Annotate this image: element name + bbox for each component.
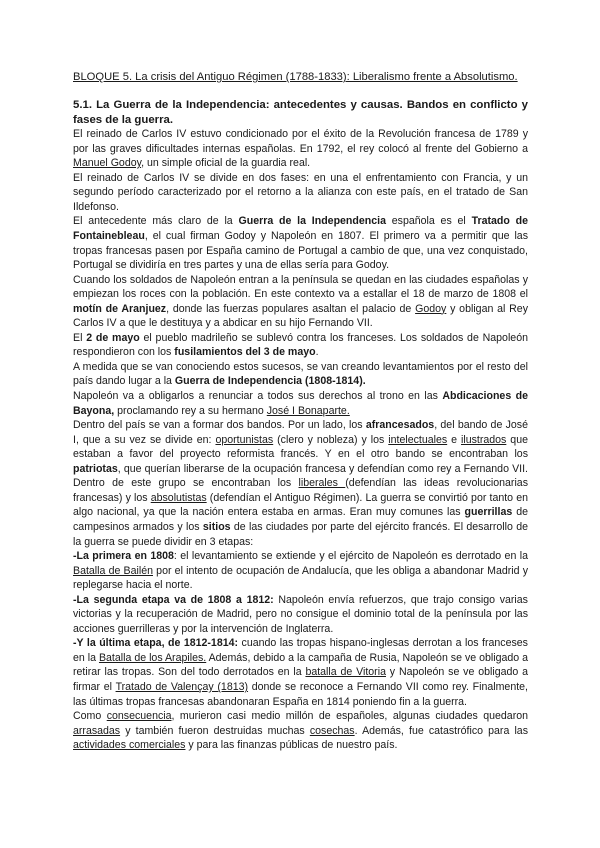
bold-term: motín de Aranjuez xyxy=(73,302,167,315)
text-run: proclamando rey a su hermano xyxy=(114,404,267,417)
text-run: El xyxy=(73,331,87,344)
section-heading: 5.1. La Guerra de la Independencia: antecedentes y causas. Bandos en conflicto y fases de la guerra. xyxy=(73,99,528,126)
text-run: Como xyxy=(73,710,107,723)
text-run: El reinado de Carlos IV estuvo condicionado por el éxito de la Revolución francesa de 1789 y por las graves dificultades internas españolas. En 1792, el rey colocó al frente del Gobierno a xyxy=(73,128,528,155)
underlined-term: Tratado de Valençay (1813) xyxy=(115,680,249,693)
underlined-term: Godoy xyxy=(415,302,447,315)
text-run: que estaban a favor del proyecto reformista francés. Y en el otro bando se encontraban los xyxy=(73,433,528,461)
text-run: . xyxy=(315,346,319,359)
bold-term: Guerra de la Independencia xyxy=(238,215,386,228)
bold-term: Guerra de Independencia (1808-1814). xyxy=(174,375,366,388)
bold-term: patriotas xyxy=(73,462,118,475)
text-run: cuando las tropas hispano-inglesas derrotan a los franceses en la xyxy=(73,637,528,664)
text-run: e xyxy=(447,433,461,446)
text-run: Napoleón envía refuerzos, que trajo consigo varias victorias y la recuperación de Madrid, pero no consigue el dominio total de la península por las acciones guerrilleras y por la intervención de Inglaterra. xyxy=(73,593,528,635)
text-run: (clero y nobleza) y los xyxy=(273,433,389,446)
bold-term: Tratado de Fontainebleau xyxy=(73,215,528,243)
underlined-term: arrasadas xyxy=(73,724,121,737)
text-run: Cuando los soldados de Napoleón entran a la península se quedan en las ciudades españolas y empiezan los roces con la población. En este contexto va a estallar el 18 de marzo de 1808 el xyxy=(73,273,528,301)
text-run: el pueblo madrileño se sublevó contra los franceses. Los soldados de Napoleón respondieron con los xyxy=(73,331,528,359)
underlined-term: Batalla de los Arapiles. xyxy=(98,651,207,664)
underlined-term: absolutistas xyxy=(150,491,207,504)
text-run: y obligan al Rey Carlos IV a que le destituya y a abdicar en su hijo Fernando VII. xyxy=(73,302,528,330)
underlined-term: ilustrados xyxy=(461,433,507,446)
underlined-term: intelectuales xyxy=(388,433,448,446)
bold-term: guerrillas xyxy=(464,506,513,519)
underlined-term: oportunistas xyxy=(215,433,274,446)
text-run: El antecedente más claro de la xyxy=(73,215,239,228)
text-run: de las ciudades por parte del ejército francés. El desarrollo de la guerra se puede dividir en 3 etapas: xyxy=(73,520,529,548)
underlined-term: Batalla de Bailén xyxy=(73,564,153,577)
paragraph-bandos xyxy=(73,418,528,549)
underlined-term: Manuel Godoy xyxy=(73,157,142,170)
text-run: : el levantamiento se extiende y el ejército de Napoleón es derrotado en la xyxy=(173,550,528,563)
bold-term: fusilamientos del 3 de mayo xyxy=(174,346,316,359)
text-run: y para las finanzas públicas de nuestro país. xyxy=(185,739,398,752)
underlined-term: liberales xyxy=(298,477,346,490)
bold-term: 2 de mayo xyxy=(86,331,140,344)
paragraph-consecuencias xyxy=(73,709,528,753)
bold-term: afrancesados xyxy=(365,419,435,432)
text-run: Napoleón va a obligarlos a renunciar a todos sus derechos al trono en las xyxy=(73,390,443,403)
text-run: A medida que se van conociendo estos sucesos, se van creando levantamientos por el resto del país dando lugar a la xyxy=(73,360,528,388)
document-title: BLOQUE 5. La crisis del Antiguo Régimen (1788-1833): Liberalismo frente a Absolutismo. xyxy=(73,71,518,83)
paragraph-dos-de-mayo xyxy=(73,331,528,360)
paragraph-levantamientos xyxy=(73,360,528,389)
paragraph-carlos-iv xyxy=(73,127,528,171)
paragraph-etapa-2 xyxy=(73,593,528,637)
text-run: y también fueron destruidas muchas xyxy=(120,724,310,737)
text-run: . Además, fue catastrófico para las xyxy=(354,724,528,737)
text-run: (defendían las ideas revolucionarias francesas) y los xyxy=(73,477,528,504)
text-run: (defendían el Antiguo Régimen). La guerra se convirtió por tanto en algo nacional, ya que la nación entera estaba en armas. Eran muy comunes las xyxy=(73,491,528,519)
text-run: de campesinos armados y los xyxy=(73,506,529,533)
text-run: , un simple oficial de la guardia real. xyxy=(141,157,311,170)
bold-term: sitios xyxy=(202,520,231,533)
paragraph-etapa-1 xyxy=(73,549,528,593)
paragraph-etapa-3 xyxy=(73,636,528,709)
bold-term: -Y la última etapa, de 1812-1814: xyxy=(73,637,239,650)
paragraph-aranjuez xyxy=(73,273,528,331)
text-run: , el cual firman Godoy y Napoleón en 1807. El primero va a permitir que las tropas francesas pasen por España camino de Portugal a cambio de que, una vez conquistado, Portugal se dividiría en tres partes y una de ellas sería para Godoy. xyxy=(73,230,528,272)
paragraph-two-phases: El reinado de Carlos IV se divide en dos fases: en una el enfrentamiento con Francia, y un segundo período caracterizado por el retorno a la alianza con este país, en el tratado de San Ildefonso. xyxy=(73,171,528,213)
underlined-term: batalla de Vitoria xyxy=(305,666,386,679)
text-run: , del bando de José I, que a su vez se divide en: xyxy=(73,419,528,446)
text-run: , donde las fuerzas populares asaltan el palacio de xyxy=(166,302,416,315)
text-run: donde se reconoce a Fernando VII como rey. Finalmente, las últimas tropas francesas abandonaran España en 1814 poniendo fin a la guerra. xyxy=(73,680,528,708)
bold-term: -La segunda etapa va de 1808 a 1812: xyxy=(73,593,274,606)
underlined-term: actividades comerciales xyxy=(73,739,186,752)
text-run: Dentro del país se van a formar dos bandos. Por un lado, los xyxy=(73,419,366,432)
underlined-term: consecuencia xyxy=(106,710,172,723)
text-run: , murieron casi medio millón de españoles, algunas ciudades quedaron xyxy=(171,710,529,723)
paragraph-bayona xyxy=(73,389,528,418)
underlined-term: José I Bonaparte. xyxy=(266,404,350,417)
text-run: , que querían liberarse de la ocupación francesa y defendían como rey a Fernando VII. Dentro de este grupo se encontraban los xyxy=(73,462,528,490)
text-run: por el intento de ocupación de Andalucía, que les obliga a abandonar Madrid y replegarse hacia el norte. xyxy=(73,564,528,592)
paragraph-antecedent xyxy=(73,214,528,272)
text-run: Además, debido a la campaña de Rusia, Napoleón se ve obligado a retirar las tropas. Son del todo derrotados en la xyxy=(73,651,529,679)
bold-term: -La primera en 1808 xyxy=(73,550,174,563)
underlined-term: cosechas xyxy=(309,724,355,737)
text-run: y Napoleón se ve obligado a firmar el xyxy=(73,666,528,693)
bold-term: Abdicaciones de Bayona, xyxy=(73,390,528,417)
text-run: española es el xyxy=(385,215,472,228)
